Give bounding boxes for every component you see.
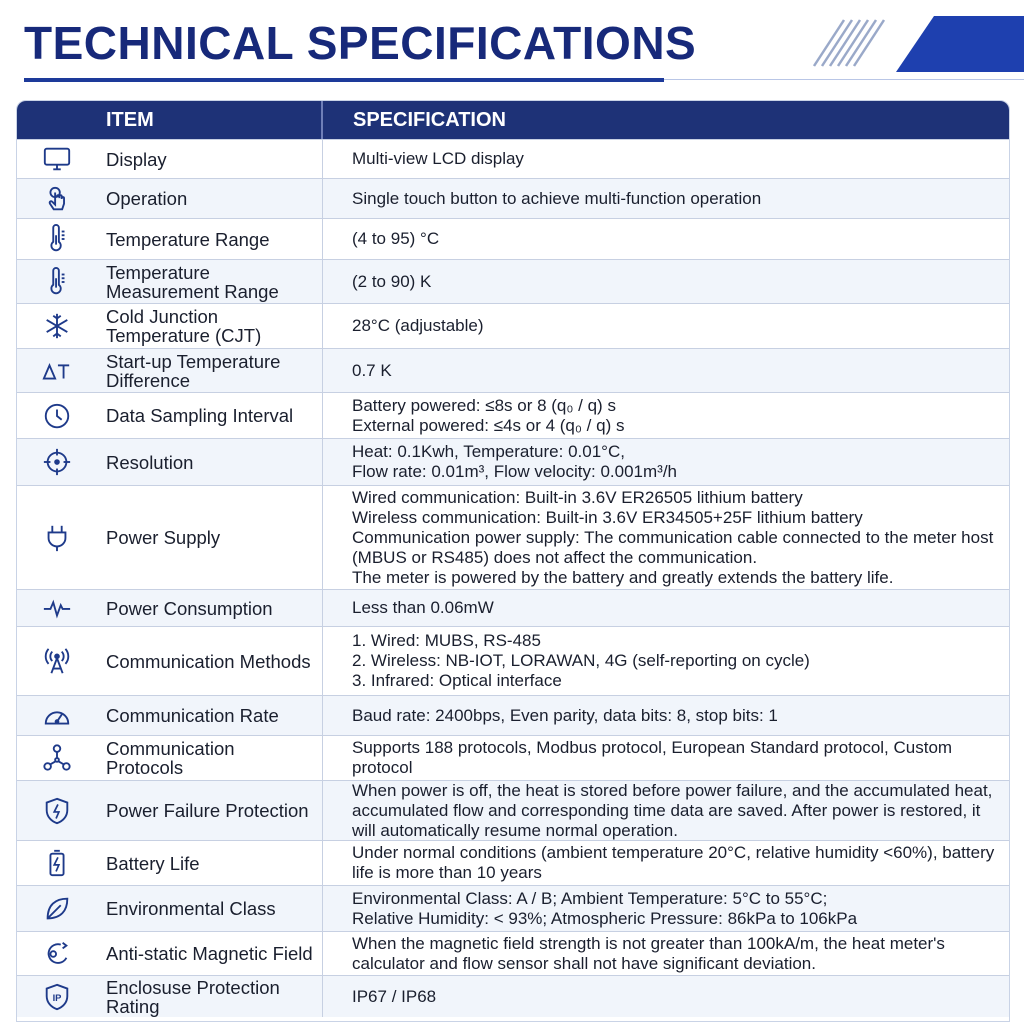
- page-header: [0, 0, 1024, 90]
- row-item-label: Display: [97, 140, 323, 178]
- table-row: [17, 303, 1009, 348]
- column-header-specification: SPECIFICATION: [353, 108, 506, 131]
- row-spec-value: Heat: 0.1Kwh, Temperature: 0.01°C, Flow rate: 0.01m³, Flow velocity: 0.001m³/h: [352, 442, 678, 481]
- column-header-item: ITEM: [17, 101, 323, 139]
- table-row: [17, 975, 1009, 1017]
- row-item-label: Power Failure Protection: [97, 781, 323, 840]
- shield-icon: [17, 781, 97, 840]
- gauge-icon: [17, 696, 97, 735]
- table-row: [17, 485, 1009, 589]
- snowflake-icon: [17, 304, 97, 348]
- pulse-icon: [17, 590, 97, 626]
- row-spec-value: When power is off, the heat is stored before power failure, and the accumulated heat, accumulated flow and corresponding time data are saved. After power is restored, it will automatically resume normal operation.: [352, 780, 993, 840]
- row-item-label: Resolution: [97, 439, 323, 485]
- table-row: [17, 392, 1009, 438]
- row-item-label: Data Sampling Interval: [97, 393, 323, 438]
- table-row: [17, 780, 1009, 840]
- table-row: [17, 438, 1009, 485]
- row-item-label: Environmental Class: [97, 886, 323, 931]
- row-item-label: Cold Junction Temperature (CJT): [97, 304, 323, 348]
- table-row: [17, 695, 1009, 735]
- battery-icon: [17, 841, 97, 885]
- table-row: [17, 218, 1009, 259]
- row-spec-value: Wired communication: Built-in 3.6V ER26505 lithium battery Wireless communication: Built-in 3.6V ER34505+25F lithium battery Communication power supply: The communication cable connected to the meter host (MBUS or RS485) does not affect the communication. The meter is powered by the battery and greatly extends the battery life.: [352, 487, 994, 587]
- row-spec-value: IP67 / IP68: [352, 986, 437, 1006]
- spec-table: [16, 100, 1010, 1022]
- row-spec-value: Battery powered: ≤8s or 8 (q₀ / q) s External powered: ≤4s or 4 (q₀ / q) s: [352, 395, 625, 435]
- row-item-label: Temperature Measurement Range: [97, 260, 323, 303]
- leaf-icon: [17, 886, 97, 931]
- antenna-icon: [17, 627, 97, 695]
- table-row: [17, 840, 1009, 885]
- table-row: [17, 626, 1009, 695]
- row-spec-value: Baud rate: 2400bps, Even parity, data bits: 8, stop bits: 1: [352, 705, 778, 725]
- title-underline: [24, 78, 664, 82]
- row-item-label: Enclosuse Protection Rating: [97, 976, 323, 1017]
- row-item-label: Battery Life: [97, 841, 323, 885]
- table-row: [17, 139, 1009, 178]
- header-divider: [664, 79, 1024, 80]
- monitor-icon: [17, 140, 97, 178]
- thermometer-icon: [17, 260, 97, 303]
- row-spec-value: Less than 0.06mW: [352, 598, 494, 617]
- row-spec-value: Multi-view LCD display: [352, 149, 524, 168]
- touch-icon: [17, 179, 97, 218]
- row-spec-value: Environmental Class: A / B; Ambient Temperature: 5°C to 55°C; Relative Humidity: < 93%; Atmospheric Pressure: 86kPa to 106kPa: [352, 888, 858, 928]
- row-spec-value: (2 to 90) K: [352, 271, 432, 291]
- page-title: TECHNICAL SPECIFICATIONS: [24, 17, 697, 69]
- row-spec-value: Under normal conditions (ambient temperature 20°C, relative humidity <60%), battery life is more than 10 years: [352, 843, 995, 882]
- table-row: [17, 348, 1009, 392]
- table-row: [17, 589, 1009, 626]
- row-spec-value: 0.7 K: [352, 360, 392, 380]
- row-item-label: Power Consumption: [97, 590, 323, 626]
- crosshair-icon: [17, 439, 97, 485]
- row-spec-value: Supports 188 protocols, Modbus protocol, European Standard protocol, Custom protocol: [352, 738, 953, 777]
- row-item-label: Communication Methods: [97, 627, 323, 695]
- row-item-label: Communication Rate: [97, 696, 323, 735]
- row-item-label: Temperature Range: [97, 219, 323, 259]
- table-row: [17, 735, 1009, 780]
- clock-icon: [17, 393, 97, 438]
- table-row: [17, 178, 1009, 218]
- row-item-label: Start-up Temperature Difference: [97, 349, 323, 392]
- ip-shield-icon: [17, 976, 97, 1017]
- svg-text:IP: IP: [52, 992, 62, 1003]
- row-spec-value: 1. Wired: MUBS, RS-485 2. Wireless: NB-IOT, LORAWAN, 4G (self-reporting on cycle) 3. Infrared: Optical interface: [352, 631, 810, 690]
- row-item-label: Power Supply: [97, 486, 323, 589]
- row-spec-value: 28°C (adjustable): [352, 316, 484, 335]
- row-spec-value: When the magnetic field strength is not greater than 100kA/m, the heat meter's calculator and flow sensor shall not have significant deviation.: [352, 933, 945, 973]
- row-item-label: Communication Protocols: [97, 736, 323, 780]
- row-spec-value: Single touch button to achieve multi-function operation: [352, 188, 762, 208]
- delta-t-icon: [17, 349, 97, 392]
- plug-icon: [17, 486, 97, 589]
- row-item-label: Anti-static Magnetic Field: [97, 932, 323, 975]
- thermometer-icon: [17, 219, 97, 259]
- table-header-row: [17, 101, 1009, 139]
- network-icon: [17, 736, 97, 780]
- header-stripes-decoration: [804, 14, 1024, 74]
- table-body: [17, 139, 1009, 1017]
- magnet-icon: [17, 932, 97, 975]
- row-spec-value: (4 to 95) °C: [352, 229, 440, 248]
- table-row: [17, 885, 1009, 931]
- table-row: [17, 259, 1009, 303]
- row-item-label: Operation: [97, 179, 323, 218]
- table-row: [17, 931, 1009, 975]
